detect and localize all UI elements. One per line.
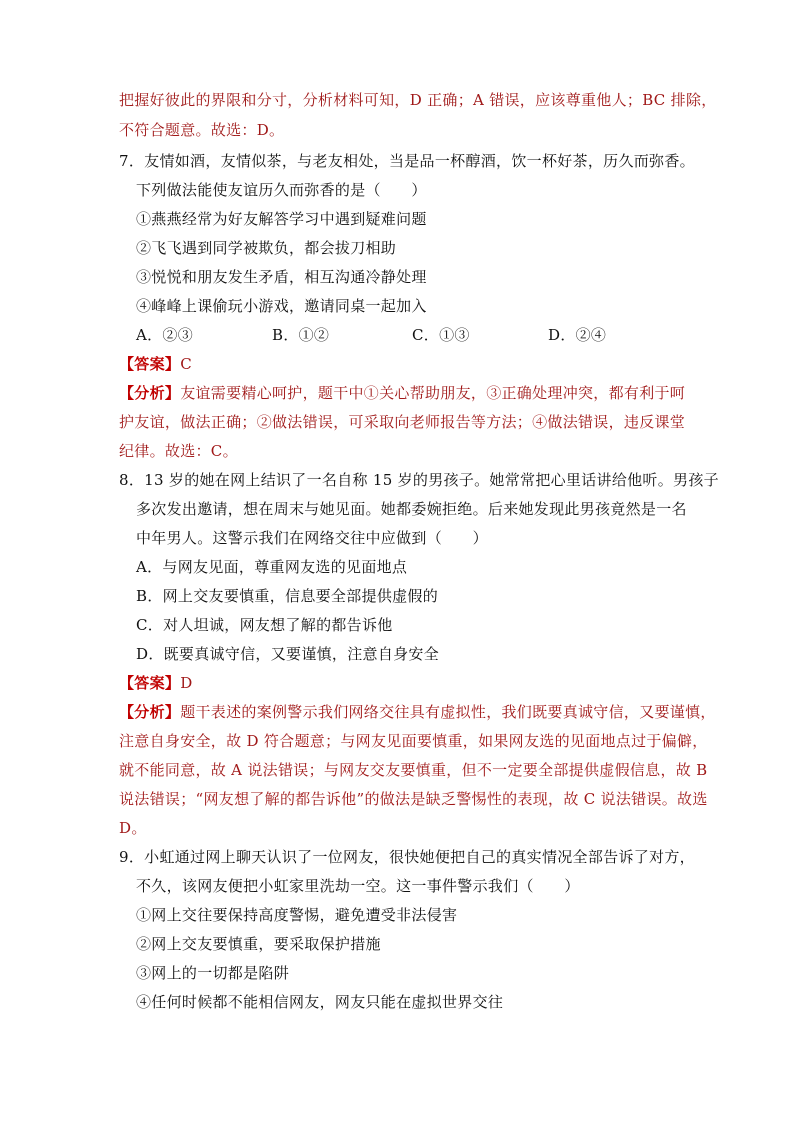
q8-analysis-line-3: 就不能同意，故 A 说法错误；与网友交友要慎重，但不一定要全部提供虚假信息，故 B: [119, 761, 708, 779]
q7-answer-value: C: [180, 355, 192, 373]
q8-answer-value: D: [180, 674, 193, 692]
intro-line-1: 把握好彼此的界限和分寸，分析材料可知，D 正确；A 错误，应该尊重他人；BC 排除，: [119, 91, 717, 109]
q8-option-b: B．网上交友要慎重，信息要全部提供虚假的: [136, 587, 439, 605]
q7-item-3: ③悦悦和朋友发生矛盾，相互沟通冷静处理: [136, 268, 427, 286]
q8-option-a: A．与网友见面，尊重网友选的见面地点: [136, 558, 408, 576]
q8-option-d: D．既要真诚守信，又要谨慎，注意自身安全: [136, 645, 440, 663]
q8-analysis-line-2: 注意自身安全，故 D 符合题意；与网友见面要慎重，如果网友选的见面地点过于偏僻，: [119, 732, 708, 750]
q7-option-d: D．②④: [548, 326, 607, 344]
q7-option-b: B．①②: [272, 326, 330, 344]
q8-analysis-text-1: 题干表述的案例警示我们网络交往具有虚拟性，我们既要真诚守信，又要谨慎，: [180, 703, 716, 721]
q7-item-1: ①燕燕经常为好友解答学习中遇到疑难问题: [136, 210, 427, 228]
q9-item-4: ④任何时候都不能相信网友，网友只能在虚拟世界交往: [136, 993, 504, 1011]
q7-analysis-line-2: 护友谊，做法正确；②做法错误，可采取向老师报告等方法；④做法错误，违反课堂: [119, 413, 686, 431]
q8-option-c: C．对人坦诚，网友想了解的都告诉他: [136, 616, 393, 634]
q7-item-4: ④峰峰上课偷玩小游戏，邀请同桌一起加入: [136, 297, 427, 315]
q9-item-2: ②网上交友要慎重，要采取保护措施: [136, 935, 381, 953]
q8-analysis-label: 【分析】: [119, 703, 181, 721]
q7-stem-line-2: 下列做法能使友谊历久而弥香的是（ ）: [136, 181, 427, 199]
q9-stem-line-1: 9．小虹通过网上聊天认识了一位网友，很快她便把自己的真实情况全部告诉了对方，: [119, 848, 695, 866]
q7-analysis-line-3: 纪律。故选：C。: [119, 442, 238, 460]
q8-stem-line-2: 多次发出邀请，想在周末与她见面。她都委婉拒绝。后来她发现此男孩竟然是一名: [136, 500, 687, 518]
q7-analysis-line-1: [119, 383, 685, 403]
q7-answer-label: 【答案】: [119, 355, 181, 373]
q8-answer: [119, 673, 193, 693]
q8-analysis-line-1: [119, 702, 716, 722]
q9-item-3: ③网上的一切都是陷阱: [136, 964, 290, 982]
q8-answer-label: 【答案】: [119, 674, 181, 692]
q7-item-2: ②飞飞遇到同学被欺负，都会拔刀相助: [136, 239, 397, 257]
q7-analysis-label: 【分析】: [119, 384, 181, 402]
q7-analysis-text-1: 友谊需要精心呵护，题干中①关心帮助朋友，③正确处理冲突，都有利于呵: [180, 384, 686, 402]
q7-stem-line-1: 7．友情如酒，友情似茶，与老友相处，当是品一杯醇酒，饮一杯好茶，历久而弥香。: [119, 152, 695, 170]
q7-option-c: C．①③: [412, 326, 470, 344]
q9-item-1: ①网上交往要保持高度警惕，避免遭受非法侵害: [136, 906, 458, 924]
q9-stem-line-2: 不久，该网友便把小虹家里洗劫一空。这一事件警示我们（ ）: [136, 877, 580, 895]
q8-stem-line-1: 8．13 岁的她在网上结识了一名自称 15 岁的男孩子。她常常把心里话讲给他听。男孩子: [119, 471, 719, 489]
intro-line-2: 不符合题意。故选：D。: [119, 121, 285, 139]
q7-option-a: A．②③: [136, 326, 194, 344]
q8-stem-line-3: 中年男人。这警示我们在网络交往中应做到（ ）: [136, 529, 488, 547]
q7-answer: [119, 354, 192, 374]
q8-analysis-line-5: D。: [119, 819, 147, 837]
q8-analysis-line-4: 说法错误；“网友想了解的都告诉他”的做法是缺乏警惕性的表现，故 C 说法错误。故选: [119, 790, 708, 808]
